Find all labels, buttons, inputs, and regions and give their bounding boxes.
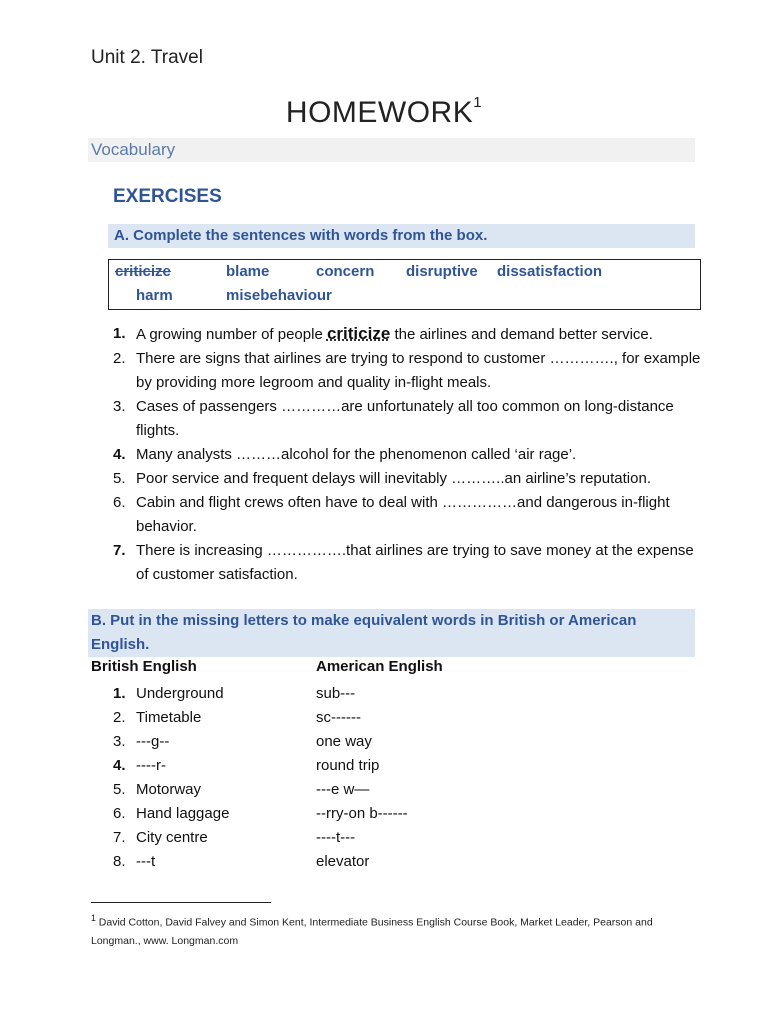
list-item <box>113 850 229 874</box>
word-box-item: harm <box>136 287 173 304</box>
british-list <box>113 682 229 874</box>
sentence-text: Cabin and flight crews often have to deal with ……………and dangerous in-flight behavior. <box>136 494 670 535</box>
footnote <box>91 909 701 950</box>
column-header-american: American English <box>316 658 443 675</box>
column-header-british: British English <box>91 658 197 675</box>
sentence-text: Poor service and frequent delays will inevitably ………..an airline’s reputation. <box>136 470 651 487</box>
item-number: 2. <box>113 350 126 367</box>
american-word: --rry-on b------ <box>316 805 408 822</box>
footnote-ref: 1 <box>473 94 483 111</box>
sentence-text: A growing number of people <box>136 326 327 343</box>
list-item <box>113 395 703 443</box>
item-number: 4. <box>113 757 126 774</box>
list-item <box>113 754 229 778</box>
american-word: sub--- <box>316 685 356 702</box>
american-word: sc------ <box>316 709 361 726</box>
word-box-item: dissatisfaction <box>497 263 603 280</box>
sentence-text: There are signs that airlines are trying to respond to customer …………., for example by providing more legroom and quality in-flight meals. <box>136 350 701 391</box>
british-word: City centre <box>136 829 208 846</box>
item-number: 1. <box>113 325 126 342</box>
list-item <box>113 730 229 754</box>
section-a-sentences <box>113 322 703 587</box>
british-word: Motorway <box>136 781 202 798</box>
page-title <box>0 96 768 130</box>
section-b-heading: B. Put in the missing letters to make equivalent words in British or American English. <box>88 609 695 657</box>
list-item <box>113 347 703 395</box>
item-number: 5. <box>113 781 126 798</box>
item-number: 8. <box>113 853 126 870</box>
word-box-item: concern <box>316 263 375 280</box>
sentence-text: Cases of passengers …………are unfortunately all too common on long-distance flights. <box>136 398 674 439</box>
word-box-item: blame <box>226 263 270 280</box>
item-number: 1. <box>113 685 126 702</box>
sentence-text: the airlines and demand better service. <box>390 326 653 343</box>
word-box <box>108 259 701 310</box>
american-word: one way <box>316 733 372 750</box>
list-item <box>113 491 703 539</box>
item-number: 7. <box>113 542 126 559</box>
exercises-heading: EXERCISES <box>113 186 222 207</box>
section-label-vocabulary: Vocabulary <box>88 138 695 162</box>
list-item <box>113 322 703 347</box>
list-item <box>113 826 229 850</box>
american-word: ---e w— <box>316 781 370 798</box>
item-number: 7. <box>113 829 126 846</box>
british-word: ---g-- <box>136 733 170 750</box>
sentence-text: There is increasing …………….that airlines are trying to save money at the expense of customer satisfaction. <box>136 542 694 583</box>
word-box-item: criticize <box>115 263 171 280</box>
american-word: elevator <box>316 853 370 870</box>
list-item <box>113 682 229 706</box>
item-number: 4. <box>113 446 126 463</box>
answer-word: criticize <box>326 324 391 343</box>
section-a-heading: A. Complete the sentences with words from the box. <box>108 224 695 248</box>
footnote-divider <box>91 902 271 903</box>
list-item <box>113 443 703 467</box>
british-word: Hand laggage <box>136 805 230 822</box>
item-number: 2. <box>113 709 126 726</box>
british-word: Underground <box>136 685 224 702</box>
footnote-text: David Cotton, David Falvey and Simon Kent, Intermediate Business English Course Book, Market Leader, Pearson and Longman., www. Longman.com <box>91 916 653 947</box>
word-box-item: disruptive <box>406 263 478 280</box>
footnote-mark: 1 <box>91 913 96 923</box>
item-number: 5. <box>113 470 126 487</box>
unit-label: Unit 2. Travel <box>91 47 203 68</box>
item-number: 3. <box>113 398 126 415</box>
item-number: 6. <box>113 805 126 822</box>
item-number: 3. <box>113 733 126 750</box>
american-word: round trip <box>316 757 380 774</box>
list-item <box>113 706 229 730</box>
british-word: Timetable <box>136 709 202 726</box>
american-word: ----t--- <box>316 829 356 846</box>
american-list <box>316 682 408 874</box>
word-box-item: misebehaviour <box>226 287 332 304</box>
british-word: ----r- <box>136 757 166 774</box>
list-item <box>113 778 229 802</box>
list-item <box>113 802 229 826</box>
title-text: HOMEWORK <box>285 96 474 129</box>
list-item <box>113 539 703 587</box>
sentence-text: Many analysts ………alcohol for the phenomenon called ‘air rage’. <box>136 446 577 463</box>
item-number: 6. <box>113 494 126 511</box>
list-item <box>113 467 703 491</box>
british-word: ---t <box>136 853 156 870</box>
